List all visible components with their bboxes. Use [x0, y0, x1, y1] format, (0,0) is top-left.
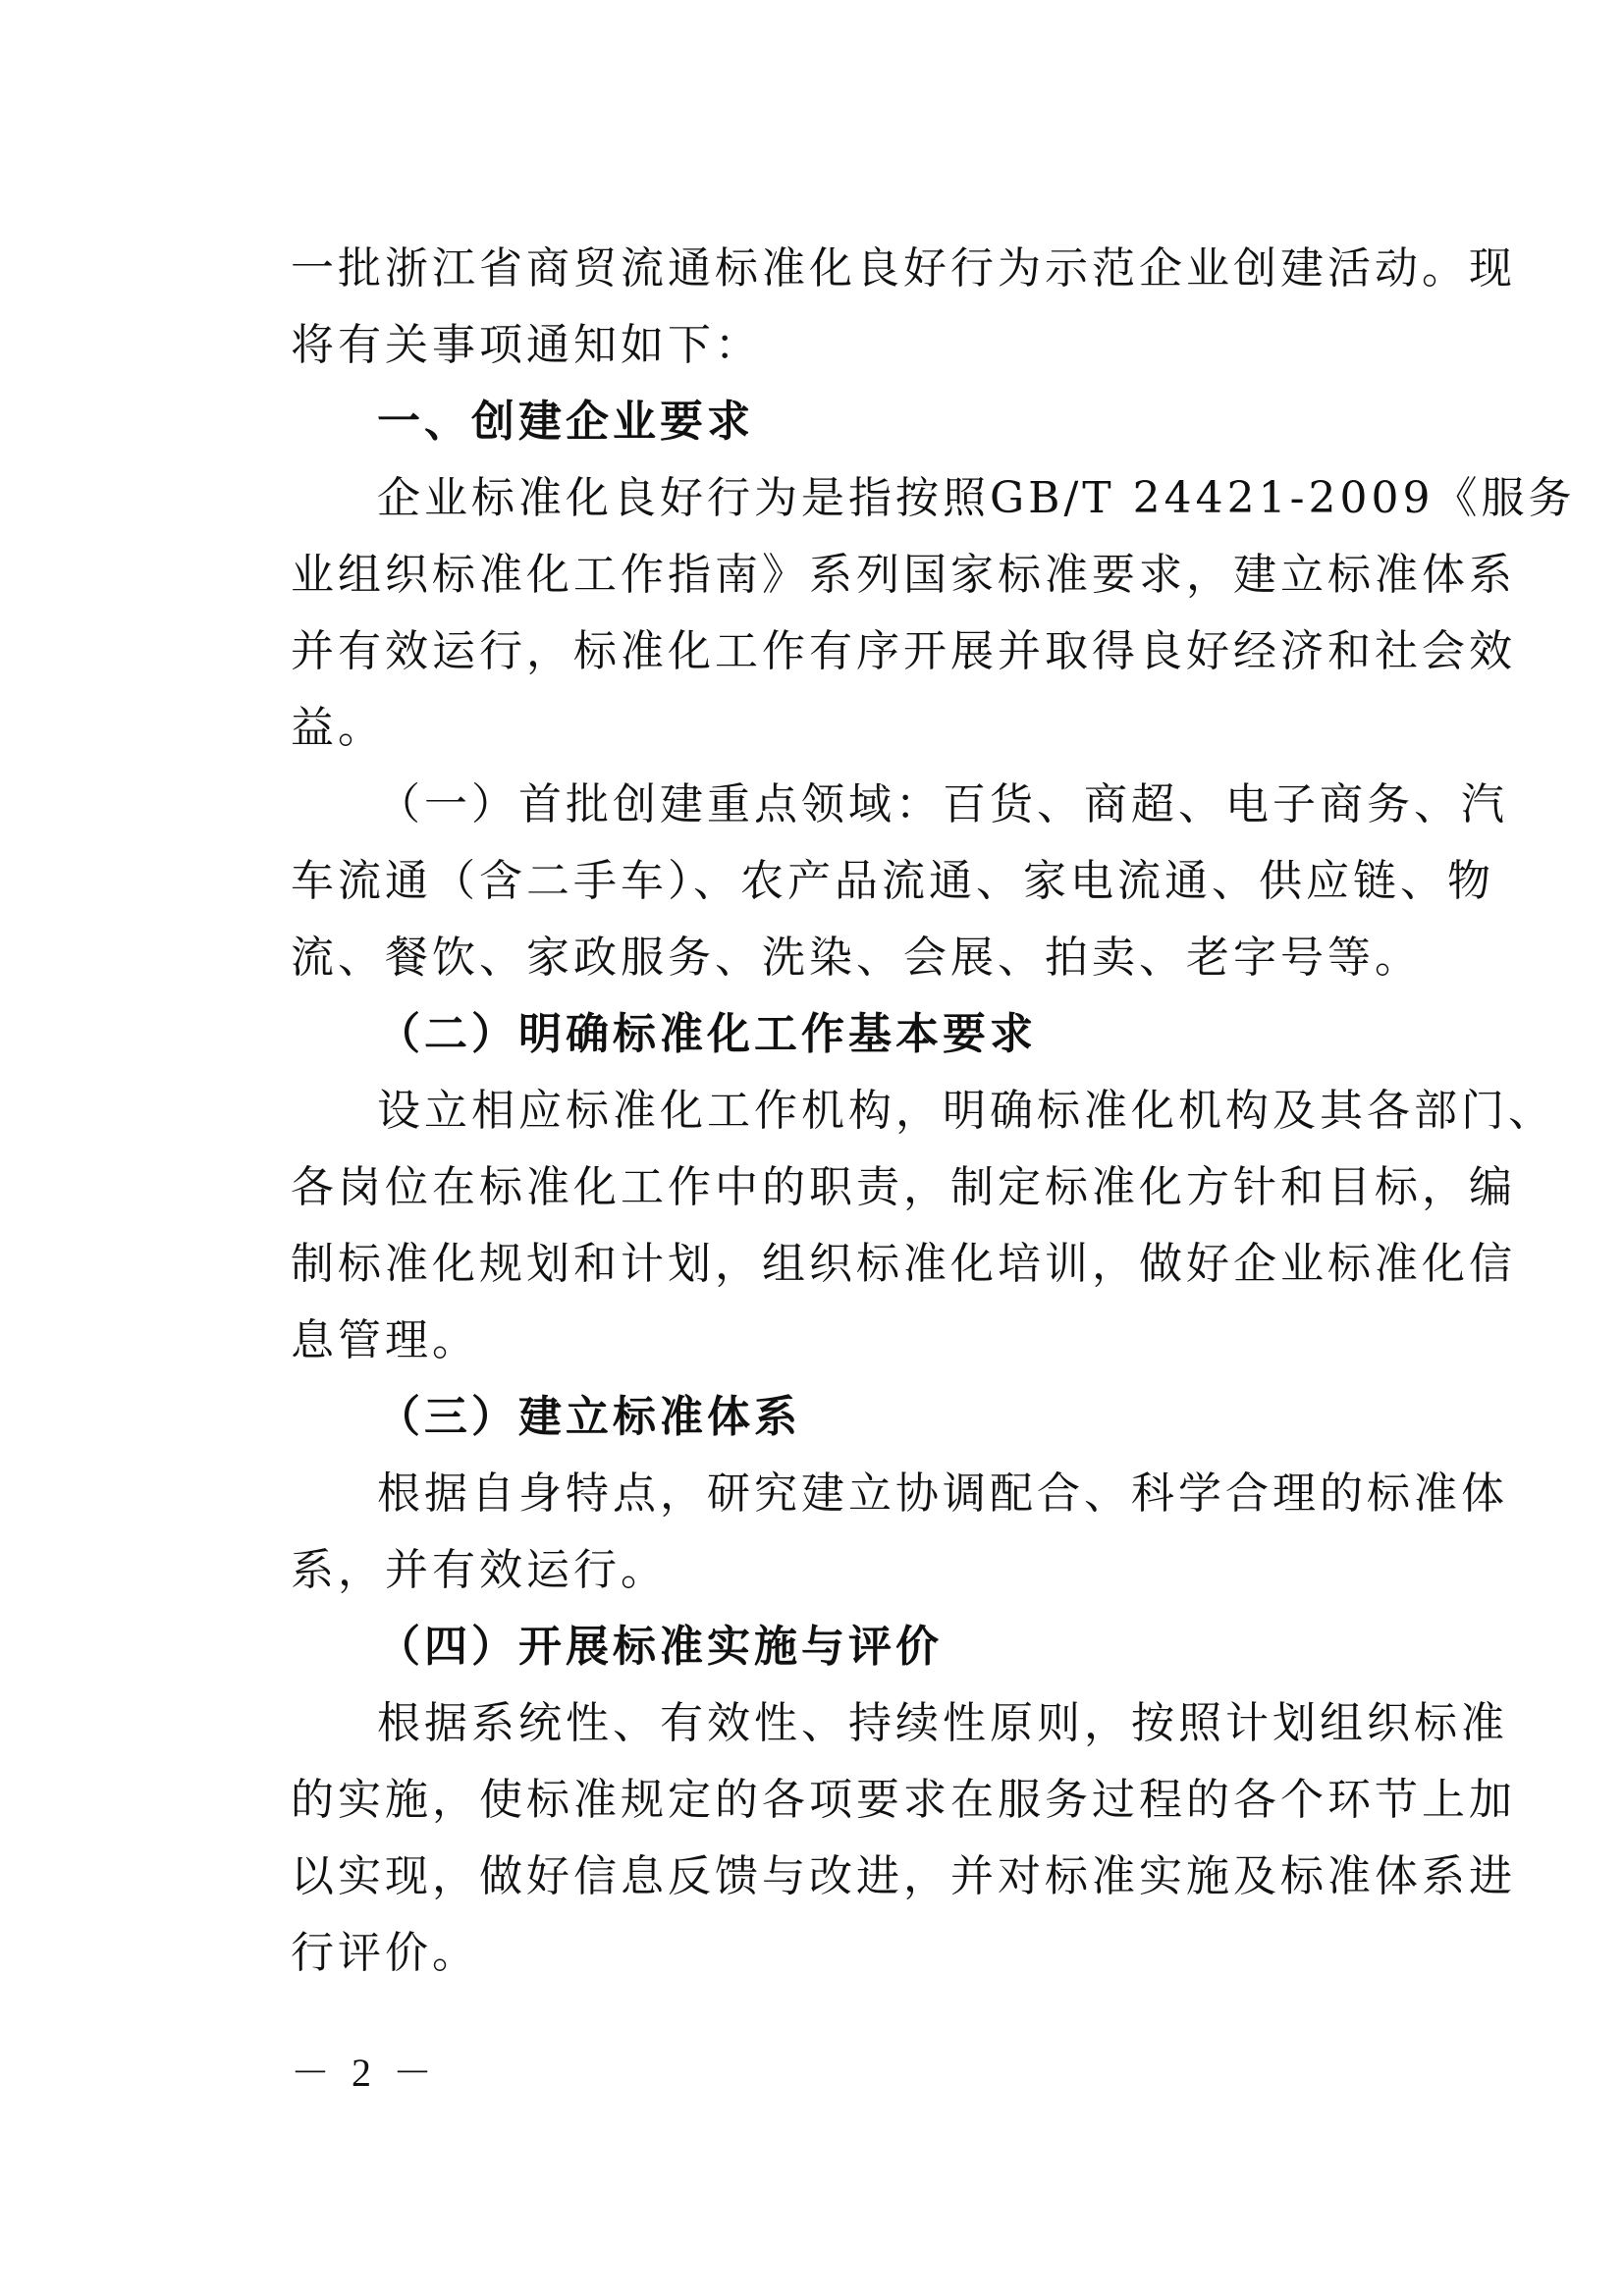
page-number: － 2 －	[291, 2051, 438, 2095]
section-heading: 一、创建企业要求	[377, 397, 754, 447]
subsection-line: （一）首批创建重点领域：百货、商超、电子商务、汽	[377, 779, 1508, 829]
body-line: 一批浙江省商贸流通标准化良好行为示范企业创建活动。现	[291, 243, 1516, 294]
body-line: 并有效运行，标准化工作有序开展并取得良好经济和社会效	[291, 626, 1516, 676]
body-line: 制标准化规划和计划，组织标准化培训，做好企业标准化信	[291, 1239, 1516, 1289]
subsection-heading: （二）明确标准化工作基本要求	[377, 1009, 1037, 1059]
body-line: 根据系统性、有效性、持续性原则，按照计划组织标准	[377, 1698, 1508, 1748]
body-line: 设立相应标准化工作机构，明确标准化机构及其各部门、	[377, 1086, 1555, 1136]
body-line: 益。	[291, 703, 385, 753]
body-line: 的实施，使标准规定的各项要求在服务过程的各个环节上加	[291, 1775, 1516, 1825]
subsection-heading: （三）建立标准体系	[377, 1392, 801, 1442]
body-line: 系，并有效运行。	[291, 1545, 668, 1595]
body-line: 行评价。	[291, 1928, 479, 1978]
body-line: 流、餐饮、家政服务、洗染、会展、拍卖、老字号等。	[291, 933, 1422, 983]
body-line: 业组织标准化工作指南》系列国家标准要求，建立标准体系	[291, 550, 1516, 600]
body-line: 企业标准化良好行为是指按照GB/T 24421-2009《服务	[377, 473, 1576, 523]
body-line: 将有关事项通知如下：	[291, 320, 762, 370]
body-line: 息管理。	[291, 1315, 479, 1365]
subsection-heading: （四）开展标准实施与评价	[377, 1622, 943, 1672]
body-line: 根据自身特点，研究建立协调配合、科学合理的标准体	[377, 1468, 1508, 1519]
body-line: 各岗位在标准化工作中的职责，制定标准化方针和目标，编	[291, 1162, 1516, 1212]
body-line: 以实现，做好信息反馈与改进，并对标准实施及标准体系进	[291, 1851, 1516, 1901]
body-line: 车流通（含二手车）、农产品流通、家电流通、供应链、物	[291, 856, 1494, 906]
